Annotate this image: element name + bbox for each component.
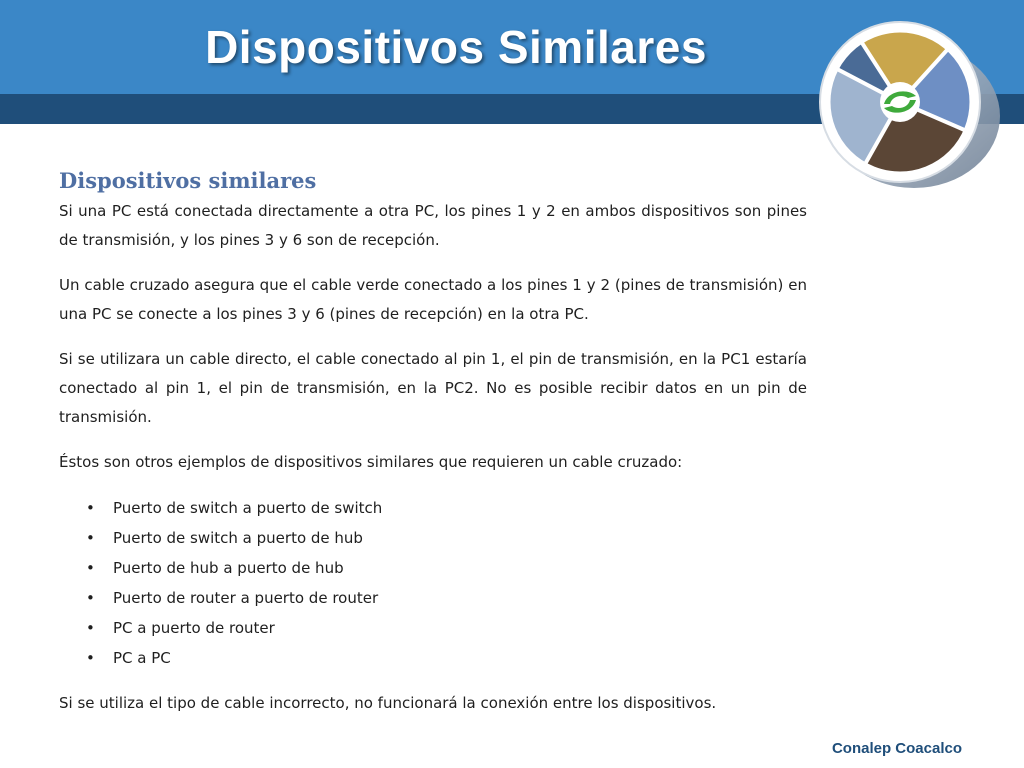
bullet-icon: • bbox=[86, 559, 95, 577]
list-item-text: Puerto de hub a puerto de hub bbox=[113, 559, 344, 577]
bullet-icon: • bbox=[86, 499, 95, 517]
list-item-text: Puerto de switch a puerto de hub bbox=[113, 529, 363, 547]
list-item bbox=[59, 583, 807, 613]
document-body bbox=[59, 168, 807, 734]
bullet-icon: • bbox=[86, 619, 95, 637]
list-item bbox=[59, 643, 807, 673]
paragraph: Un cable cruzado asegura que el cable verde conectado a los pines 1 y 2 (pines de transmisión) en una PC se conecte a los pines 3 y 6 (pines de recepción) en la otra PC. bbox=[59, 276, 807, 323]
footer-brand: Conalep Coacalco bbox=[831, 740, 962, 757]
list-item bbox=[59, 613, 807, 643]
bullet-icon: • bbox=[86, 649, 95, 667]
paragraph: Si una PC está conectada directamente a otra PC, los pines 1 y 2 en ambos dispositivos son pines de transmisión, y los pines 3 y 6 son de recepción. bbox=[59, 202, 807, 249]
paragraph: Éstos son otros ejemplos de dispositivos similares que requieren un cable cruzado: bbox=[59, 453, 683, 471]
list-item bbox=[59, 553, 807, 583]
paragraph: Si se utilizara un cable directo, el cable conectado al pin 1, el pin de transmisión, en la PC1 estaría conectado al pin 1, el pin de transmisión, en la PC2. No es posible recibir datos en un pin de transmisión. bbox=[59, 350, 807, 426]
list-item bbox=[59, 493, 807, 523]
conalep-logo-icon bbox=[816, 18, 1006, 198]
list-item-text: Puerto de router a puerto de router bbox=[113, 589, 379, 607]
list-item bbox=[59, 523, 807, 553]
slide-title: Dispositivos Similares bbox=[205, 21, 707, 73]
closing-paragraph: Si se utiliza el tipo de cable incorrecto, no funcionará la conexión entre los dispositivos. bbox=[59, 694, 717, 712]
list-item-text: PC a puerto de router bbox=[113, 619, 275, 637]
bullet-icon: • bbox=[86, 529, 95, 547]
example-list bbox=[59, 493, 807, 673]
bullet-icon: • bbox=[86, 589, 95, 607]
list-item-text: Puerto de switch a puerto de switch bbox=[113, 499, 383, 517]
document-heading: Dispositivos similares bbox=[59, 168, 317, 193]
list-item-text: PC a PC bbox=[113, 649, 171, 667]
